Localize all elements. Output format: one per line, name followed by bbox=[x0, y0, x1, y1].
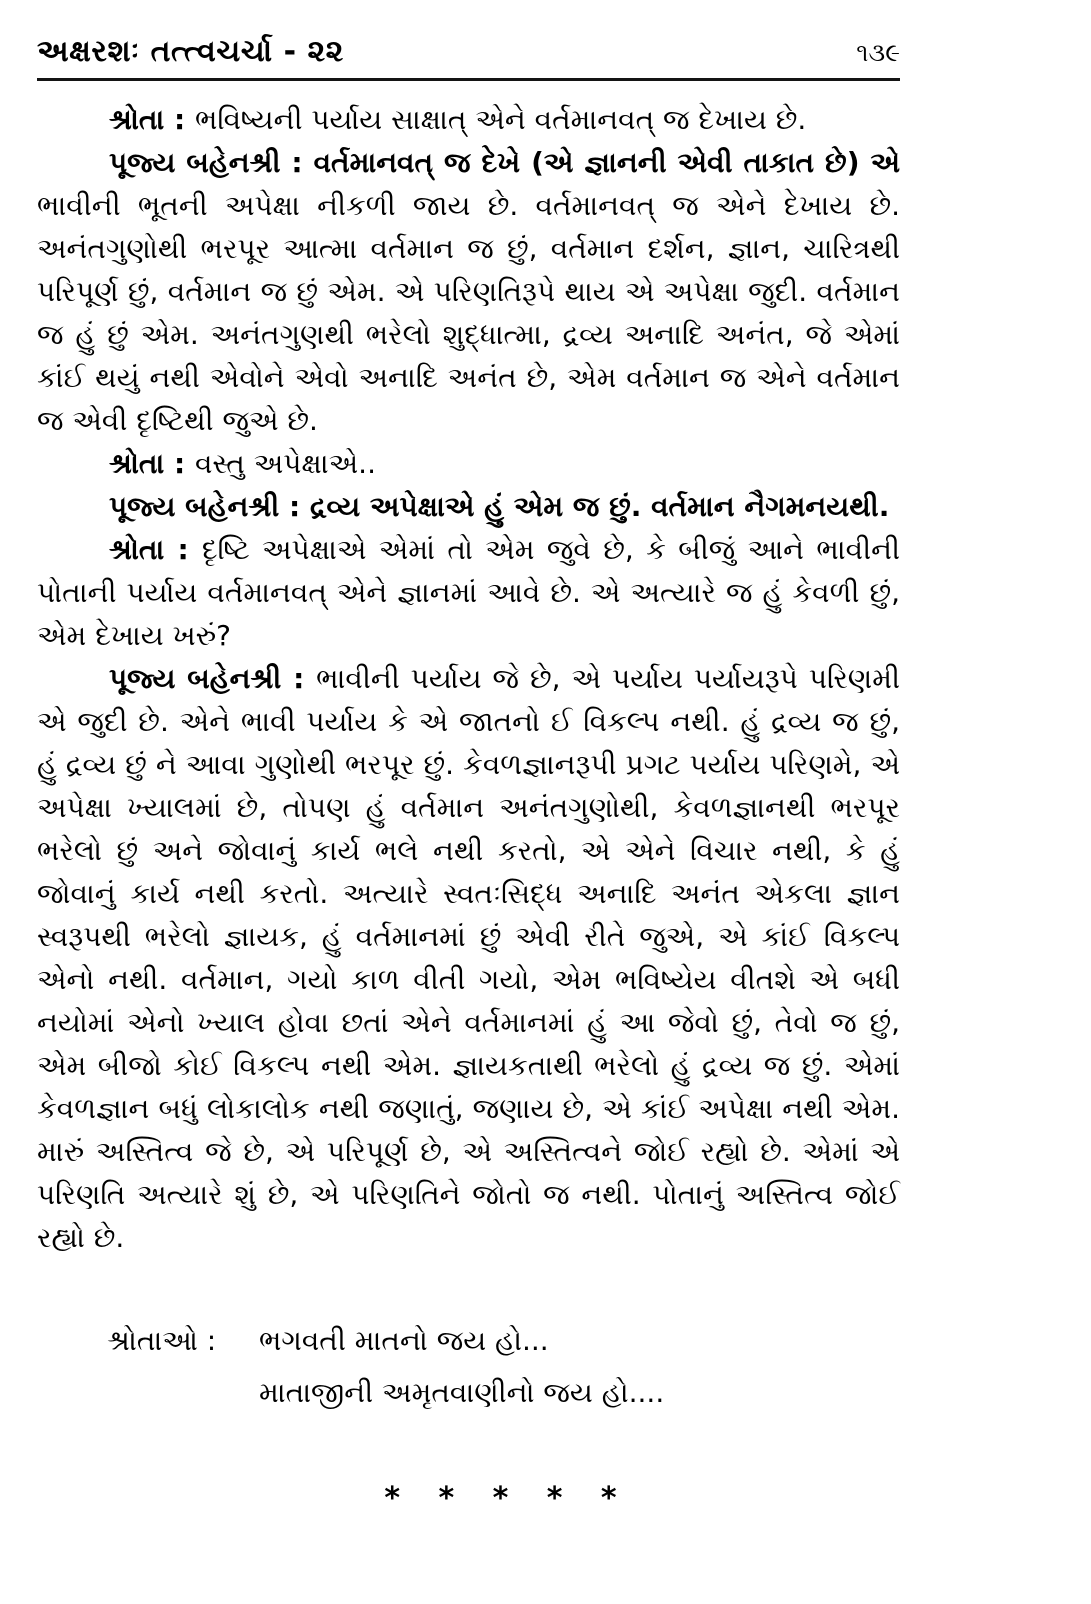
paragraph-text: દૃષ્ટિ અપેક્ષાએ એમાં તો એમ જુવે છે, કે બીજું આને ભાવીની પોતાની પર્યાય વર્તમાનવત્ એને જ્ઞાનમાં આવે છે. એ અત્યારે જ હું કેવળી છું, એમ દેખાય ખરું? bbox=[37, 533, 900, 652]
bold-lead-text: વર્તમાનવત્ જ દેખે (એ જ્ઞાનની એવી તાકાત છે) એ bbox=[313, 146, 900, 179]
jaikar-line-2: માતાજીની અમૃતવાણીનો જય હો.... bbox=[259, 1376, 665, 1409]
jaikar-lines bbox=[259, 1315, 664, 1419]
bold-lead-text: દ્રવ્ય અપેક્ષાએ હું એમ જ છું. વર્તમાન નૈગમનયથી. bbox=[309, 490, 890, 523]
page-header bbox=[37, 34, 900, 81]
paragraph-bahenshri-3 bbox=[37, 657, 900, 1259]
paragraph-text: વસ્તુ અપેક્ષાએ.. bbox=[194, 447, 376, 480]
paragraph-text: ભવિષ્યની પર્યાય સાક્ષાત્ એને વર્તમાનવત્ જ દેખાય છે. bbox=[194, 103, 807, 136]
speaker-label-shrotao: શ્રોતાઓ : bbox=[107, 1324, 217, 1357]
page-number: ૧૩૯ bbox=[856, 38, 900, 67]
section-end-asterisks: * * * * * bbox=[384, 1481, 631, 1516]
speaker-label: શ્રોતા : bbox=[109, 447, 195, 480]
jaikar-line-1: ભગવતી માતનો જય હો... bbox=[259, 1324, 549, 1357]
speaker-label: શ્રોતા : bbox=[109, 103, 195, 136]
speaker-label: પૂજ્ય બહેનશ્રી : bbox=[109, 662, 317, 695]
paragraph-bahenshri-2 bbox=[37, 485, 900, 528]
paragraph-shrota-3 bbox=[37, 528, 900, 657]
paragraph-text: ભાવીની ભૂતની અપેક્ષા નીકળી જાય છે. વર્તમાનવત્ જ એને દેખાય છે. અનંતગુણોથી ભરપૂર આત્મા વર્તમાન જ છું, વર્તમાન દર્શન, જ્ઞાન, ચારિત્રથી પરિપૂર્ણ છું, વર્તમાન જ છું એમ. એ પરિણતિરૂપે થાય એ અપેક્ષા જુદી. વર્તમાન જ હું છું એમ. અનંતગુણથી ભરેલો શુદ્ધાત્મા, દ્રવ્ય અનાદિ અનંત, જે એમાં કાંઈ થયું નથી એવોને એવો અનાદિ અનંત છે, એમ વર્તમાન જ એને વર્તમાન જ એવી દૃષ્ટિથી જુએ છે. bbox=[37, 189, 900, 437]
speaker-label: શ્રોતા : bbox=[109, 533, 202, 566]
paragraph-shrota-1 bbox=[37, 98, 900, 141]
paragraph-text: ભાવીની પર્યાય જે છે, એ પર્યાય પર્યાયરૂપે પરિણમી એ જુદી છે. એને ભાવી પર્યાય કે એ જાતનો ઈ વિકલ્પ નથી. હું દ્રવ્ય જ છું, હું દ્રવ્ય છું ને આવા ગુણોથી ભરપૂર છું. કેવળજ્ઞાનરૂપી પ્રગટ પર્યાય પરિણમે, એ અપેક્ષા ખ્યાલમાં છે, તોપણ હું વર્તમાન અનંતગુણોથી, કેવળજ્ઞાનથી ભરપૂર ભરેલો છું અને જોવાનું કાર્ય ભલે નથી કરતો, એ એને વિચાર નથી, કે હું જોવાનું કાર્ય નથી કરતો. અત્યારે સ્વતઃસિદ્ધ અનાદિ અનંત એકલા જ્ઞાન સ્વરૂપથી ભરેલો જ્ઞાયક, હું વર્તમાનમાં છું એવી રીતે જુએ, એ કાંઈ વિકલ્પ એનો નથી. વર્તમાન, ગયો કાળ વીતી ગયો, એમ ભવિષ્યેય વીતશે એ બધી નયોમાં એનો ખ્યાલ હોવા છતાં એને વર્તમાનમાં હું આ જેવો છું, તેવો જ છું, એમ બીજો કોઈ વિકલ્પ નથી એમ. જ્ઞાયકતાથી ભરેલો હું દ્રવ્ય જ છું. એમાં કેવળજ્ઞાન બધું લોકાલોક નથી જણાતું, જણાય છે, એ કાંઈ અપેક્ષા નથી એમ. મારું અસ્તિત્વ જે છે, એ પરિપૂર્ણ છે, એ અસ્તિત્વને જોઈ રહ્યો છે. એમાં એ પરિણતિ અત્યારે શું છે, એ પરિણતિને જોતો જ નથી. પોતાનું અસ્તિત્વ જોઈ રહ્યો છે. bbox=[37, 662, 900, 1254]
speaker-label: પૂજ્ય બહેનશ્રી : bbox=[109, 146, 314, 179]
paragraph-bahenshri-1 bbox=[37, 141, 900, 442]
book-title: અક્ષરશઃ તત્ત્વચર્ચા - ૨૨ bbox=[37, 34, 344, 69]
paragraph-shrota-2 bbox=[37, 442, 900, 485]
closing-jaikar-block bbox=[37, 1315, 900, 1419]
dialogue-text bbox=[37, 98, 900, 1259]
speaker-label: પૂજ્ય બહેનશ્રી : bbox=[109, 490, 310, 523]
